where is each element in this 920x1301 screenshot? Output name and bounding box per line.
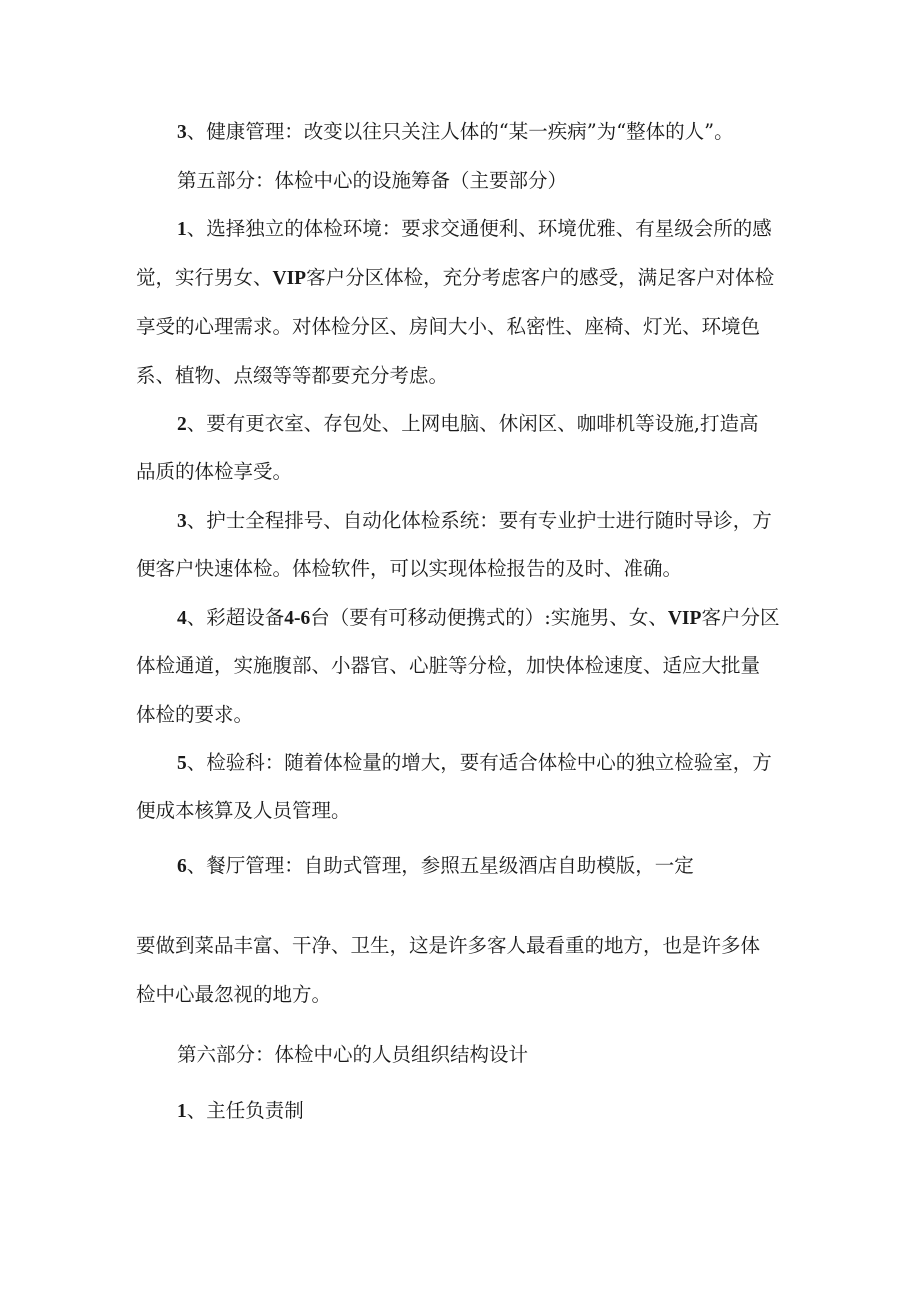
paragraph-restaurant-line2: 要做到菜品丰富、干净、卫生，这是许多客人最看重的地方，也是许多体 <box>136 934 761 957</box>
item-number: 1 <box>177 1101 187 1122</box>
paragraph-environment-line2 <box>136 266 774 291</box>
paragraph-lab-line2: 便成本核算及人员管理。 <box>136 799 351 822</box>
paragraph-text: 、护士全程排号、自动化体检系统：要有专业护士进行随时导诊，方 <box>186 509 772 532</box>
paragraph-text: 、选择独立的体检环境：要求交通便利、环境优雅、有星级会所的感 <box>186 217 772 240</box>
paragraph-environment-line1 <box>177 217 772 242</box>
item-number: 3 <box>177 122 187 143</box>
section-heading-part5: 第五部分：体检中心的设施筹备（主要部分） <box>177 169 568 192</box>
item-number: 3 <box>177 511 187 532</box>
vip-term: VIP <box>667 608 702 629</box>
item-number: 6 <box>177 856 187 877</box>
vip-term: VIP <box>272 268 307 289</box>
paragraph-text: 、健康管理：改变以往只关注人体的“某一疾病”为“整体的人”。 <box>186 120 734 143</box>
paragraph-environment-line4: 系、植物、点缀等等都要充分考虑。 <box>136 364 449 387</box>
paragraph-facilities-line2: 品质的体检享受。 <box>136 460 293 483</box>
paragraph-text: 、彩超设备 <box>186 606 285 629</box>
paragraph-facilities-line1 <box>177 412 758 437</box>
paragraph-nurse-line1 <box>177 509 772 534</box>
paragraph-text: 客户分区体检，充分考虑客户的感受，满足客户对体检 <box>306 266 775 289</box>
paragraph-text: 觉，实行男女、 <box>136 266 273 289</box>
paragraph-restaurant-line3: 检中心最忽视的地方。 <box>136 983 332 1006</box>
item-number: 2 <box>177 414 187 435</box>
paragraph-text: 、餐厅管理：自助式管理，参照五星级酒店自助模版，一定 <box>186 854 694 877</box>
paragraph-ultrasound-line2: 体检通道，实施腹部、小器官、心脏等分检，加快体检速度、适应大批量 <box>136 654 761 677</box>
section-heading-part6: 第六部分：体检中心的人员组织结构设计 <box>177 1043 529 1066</box>
paragraph-restaurant-line1 <box>177 854 694 879</box>
paragraph-text: 台（要有可移动便携式的）:实施男、女、 <box>310 606 668 629</box>
device-count: 4-6 <box>284 608 311 629</box>
paragraph-text: 、主任负责制 <box>186 1099 304 1122</box>
paragraph-director <box>177 1099 304 1124</box>
paragraph-lab-line1 <box>177 751 772 776</box>
item-number: 4 <box>177 608 187 629</box>
paragraph-ultrasound-line1 <box>177 606 779 631</box>
paragraph-environment-line3: 享受的心理需求。对体检分区、房间大小、私密性、座椅、灯光、环境色 <box>136 315 761 338</box>
paragraph-nurse-line2: 便客户快速体检。体检软件，可以实现体检报告的及时、准确。 <box>136 557 683 580</box>
paragraph-text: 、要有更衣室、存包处、上网电脑、休闲区、咖啡机等设施,打造高 <box>186 412 759 435</box>
item-number: 5 <box>177 753 187 774</box>
paragraph-ultrasound-line3: 体检的要求。 <box>136 703 254 726</box>
paragraph-text: 、检验科：随着体检量的增大，要有适合体检中心的独立检验室，方 <box>186 751 772 774</box>
paragraph-health-management <box>177 120 734 145</box>
item-number: 1 <box>177 219 187 240</box>
paragraph-text: 客户分区 <box>701 606 780 629</box>
